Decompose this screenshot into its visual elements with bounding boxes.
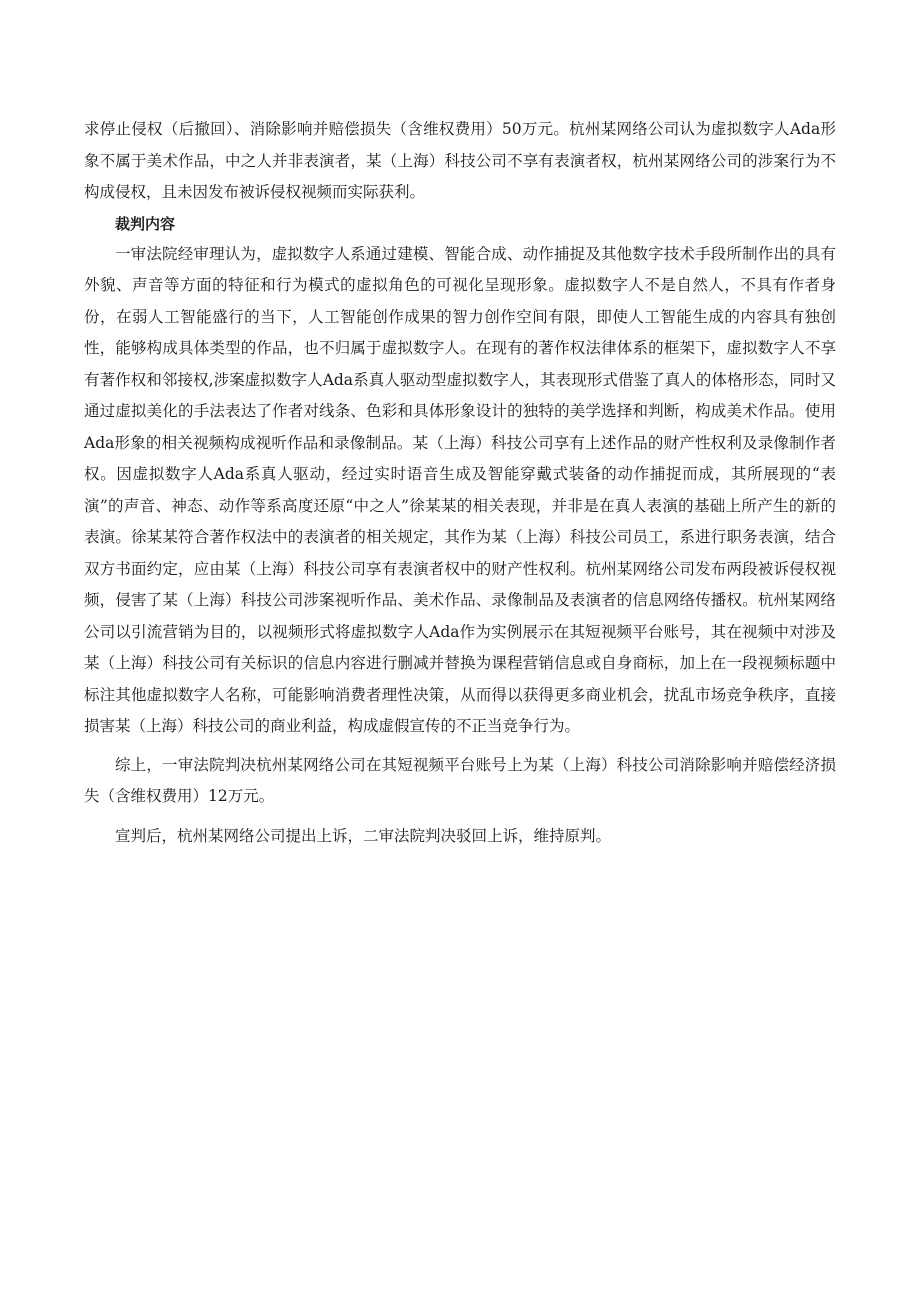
section-heading-judgment: 裁判内容 xyxy=(115,214,176,233)
judgment-paragraph: 一审法院经审理认为，虚拟数字人系通过建模、智能合成、动作捕捉及其他数字技术手段所制作出的具有外貌、声音等方面的特征和行为模式的虚拟角色的可视化呈现形象。虚拟数字人不是自然人，不具有作者身份，在弱人工智能盛行的当下，人工智能创作成果的智力创作空间有限，即使人工智能生成的内容具有独创性，能够构成具体类型的作品，也不归属于虚拟数字人。在现有的著作权法律体系的框架下，虚拟数字人不享有著作权和邻接权,涉案虚拟数字人Ada系真人驱动型虚拟数字人，其表现形式借鉴了真人的体格形态，同时又通过虚拟美化的手法表达了作者对线条、色彩和具体形象设计的独特的美学选择和判断，构成美术作品。使用Ada形象的相关视频构成视听作品和录像制品。某（上海）科技公司享有上述作品的财产性权利及录像制作者权。因虚拟数字人Ada系真人驱动，经过实时语音生成及智能穿戴式装备的动作捕捉而成，其所展现的“表演”的声音、神态、动作等系高度还原“中之人”徐某某的相关表现，并非是在真人表演的基础上所产生的新的表演。徐某某符合著作权法中的表演者的相关规定，其作为某（上海）科技公司员工，系进行职务表演，结合双方书面约定，应由某（上海）科技公司享有表演者权中的财产性权利。杭州某网络公司发布两段被诉侵权视频，侵害了某（上海）科技公司涉案视听作品、美术作品、录像制品及表演者的信息网络传播权。杭州某网络公司以引流营销为目的，以视频形式将虚拟数字人Ada作为实例展示在其短视频平台账号，其在视频中对涉及某（上海）科技公司有关标识的信息内容进行删减并替换为课程营销信息或自身商标，加上在一段视频标题中标注其他虚拟数字人名称，可能影响消费者理性决策，从而得以获得更多商业机会，扰乱市场竞争秩序，直接损害某（上海）科技公司的商业利益，构成虚假宣传的不正当竞争行为。 xyxy=(84,244,836,735)
summary-paragraph: 综上，一审法院判决杭州某网络公司在其短视频平台账号上为某（上海）科技公司消除影响并赔偿经济损失（含维权费用）12万元。 xyxy=(84,755,836,805)
appeal-paragraph: 宣判后，杭州某网络公司提出上诉，二审法院判决驳回上诉，维持原判。 xyxy=(115,826,612,845)
document-body xyxy=(84,114,836,852)
intro-paragraph: 求停止侵权（后撤回）、消除影响并赔偿损失（含维权费用）50万元。杭州某网络公司认为虚拟数字人Ada形象不属于美术作品，中之人并非表演者，某（上海）科技公司不享有表演者权，杭州某网络公司的涉案行为不构成侵权，且未因发布被诉侵权视频而实际获利。 xyxy=(84,120,836,201)
